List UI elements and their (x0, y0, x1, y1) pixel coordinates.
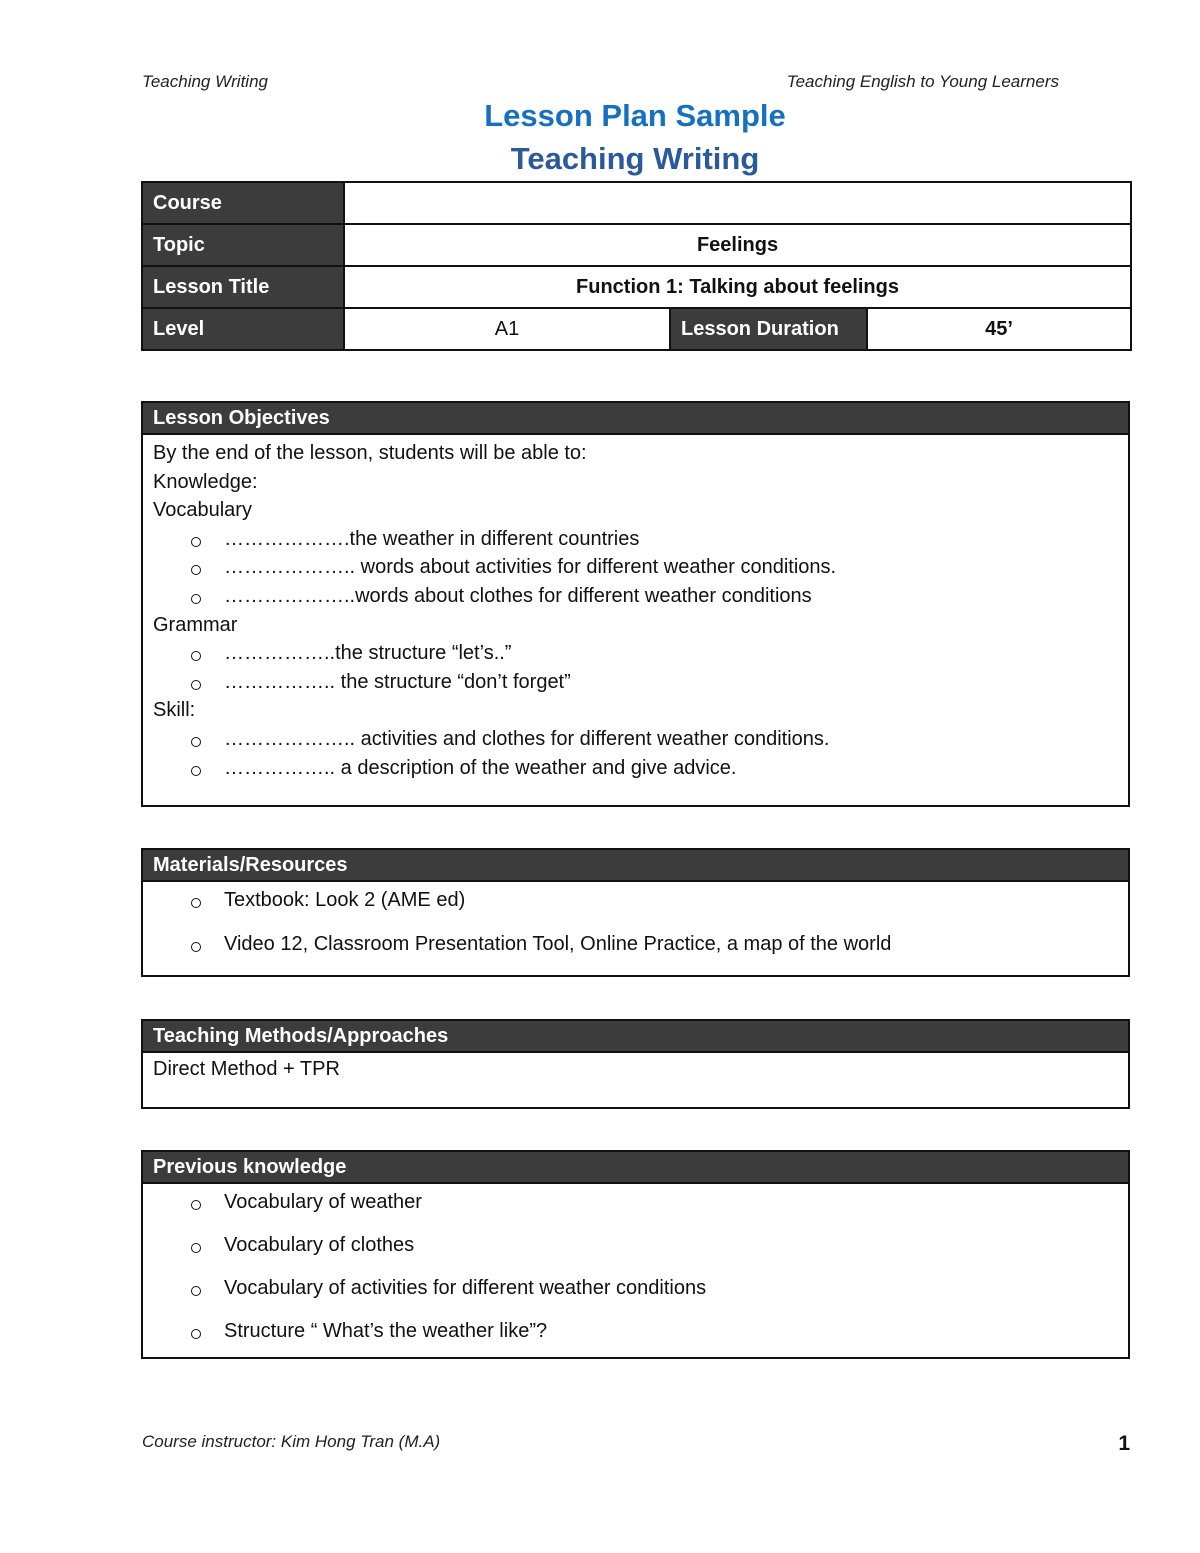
objectives-intro: By the end of the lesson, students will be able to: (153, 442, 587, 464)
previous-knowledge-body (143, 1184, 1128, 1346)
list-item: ……………….. activities and clothes for different weather conditions. (153, 725, 1118, 754)
list-item: ……………….the weather in different countries (153, 525, 1118, 554)
objectives-heading: Lesson Objectives (143, 403, 1128, 435)
lesson-title-label: Lesson Title (142, 266, 344, 308)
course-value (344, 182, 1131, 224)
list-item: Textbook: Look 2 (AME ed) (153, 886, 1118, 915)
list-item: Structure “ What’s the weather like”? (153, 1317, 1118, 1346)
list-item: ……………….. words about activities for different weather conditions. (153, 553, 1118, 582)
document-title: Lesson Plan Sample (484, 98, 786, 133)
methods-body: Direct Method + TPR (153, 1058, 340, 1080)
duration-value: 45’ (867, 308, 1131, 350)
list-item: Vocabulary of clothes (153, 1231, 1118, 1260)
topic-row (142, 224, 1131, 266)
skill-label: Skill: (153, 699, 196, 722)
list-item: …………….. a description of the weather and give advice. (153, 754, 1118, 783)
list-item: …………….. the structure “don’t forget” (153, 668, 1118, 697)
objectives-body (143, 435, 1128, 782)
level-value: A1 (344, 308, 670, 350)
header-right-text: Teaching English to Young Learners (786, 72, 1059, 91)
footer-instructor: Course instructor: Kim Hong Tran (M.A) (142, 1432, 441, 1451)
vocabulary-label: Vocabulary (153, 499, 252, 522)
page-number: 1 (1118, 1432, 1130, 1455)
objectives-section (141, 401, 1130, 807)
lesson-info-table (141, 181, 1132, 351)
header-left-text: Teaching Writing (142, 72, 268, 91)
topic-value: Feelings (344, 224, 1131, 266)
level-row (142, 308, 1131, 350)
materials-body (143, 882, 1128, 959)
methods-heading: Teaching Methods/Approaches (143, 1021, 1128, 1053)
materials-section (141, 848, 1130, 977)
list-item: Video 12, Classroom Presentation Tool, Online Practice, a map of the world (153, 930, 1118, 959)
duration-label: Lesson Duration (670, 308, 867, 350)
list-item: ……………..the structure “let’s..” (153, 639, 1118, 668)
course-row (142, 182, 1131, 224)
topic-label: Topic (142, 224, 344, 266)
level-label: Level (142, 308, 344, 350)
lesson-title-row (142, 266, 1131, 308)
previous-knowledge-section (141, 1150, 1130, 1359)
document-subtitle: Teaching Writing (510, 141, 760, 176)
grammar-label: Grammar (153, 613, 238, 636)
lesson-title-value: Function 1: Talking about feelings (344, 266, 1131, 308)
list-item: Vocabulary of weather (153, 1188, 1118, 1217)
course-label: Course (142, 182, 344, 224)
knowledge-label: Knowledge: (153, 470, 258, 493)
list-item: Vocabulary of activities for different weather conditions (153, 1274, 1118, 1303)
materials-heading: Materials/Resources (143, 850, 1128, 882)
methods-section (141, 1019, 1130, 1109)
list-item: ………………..words about clothes for different weather conditions (153, 582, 1118, 611)
previous-knowledge-heading: Previous knowledge (143, 1152, 1128, 1184)
